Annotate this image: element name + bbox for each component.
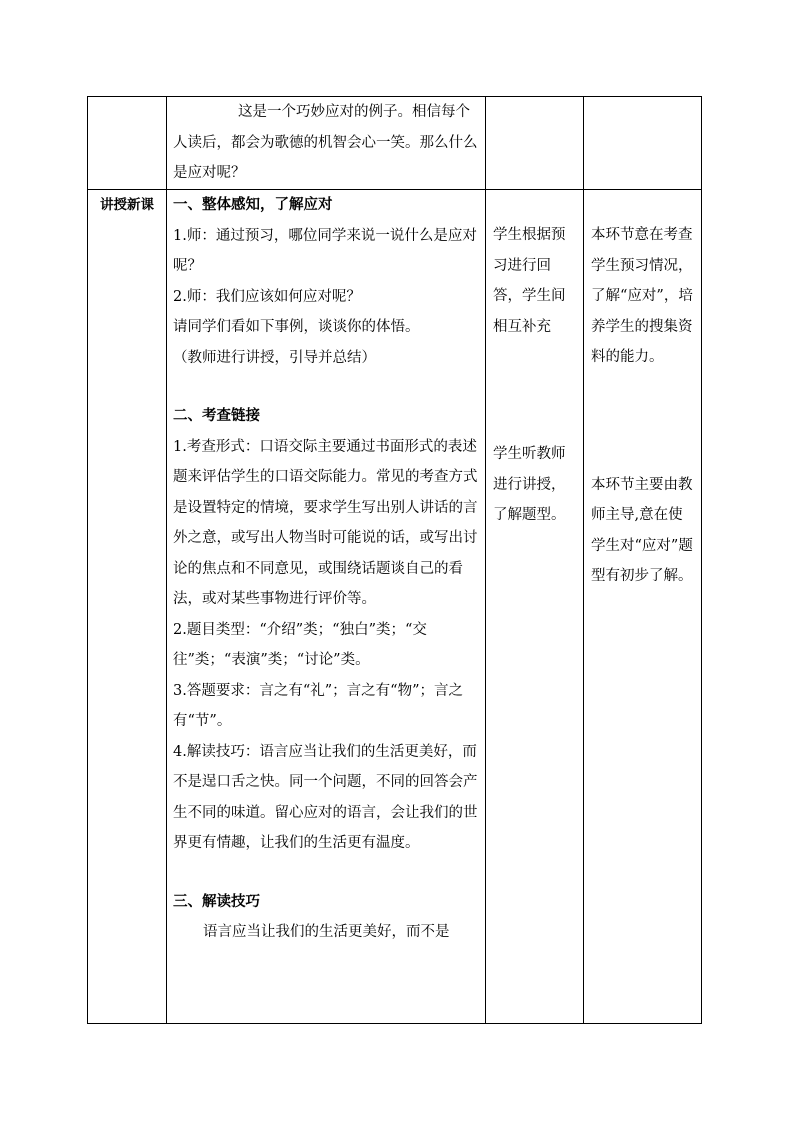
paragraph: 2.题目类型：“介绍”类；“独白”类；“交往”类；“表演”类；“讨论”类。 (173, 621, 427, 668)
paragraph: （教师进行讲授，引导并总结） (173, 349, 376, 366)
paragraph: 4.解读技巧：语言应当让我们的生活更美好，而不是逞口舌之快。同一个问题，不同的回答会产生不同的味道。留心应对的语言，会让我们的世界更有情趣，让我们的生活更有温度。 (173, 743, 478, 851)
paragraph: 1.师：通过预习，哪位同学来说一说什么是应对呢？ (173, 227, 477, 274)
design-intent-cell (584, 97, 702, 190)
section-heading: 二、考查链接 (173, 408, 260, 424)
table-row (88, 97, 702, 190)
student-activity-cell (486, 97, 584, 190)
content-cell (167, 97, 486, 190)
paragraph: 2.师：我们应该如何应对呢？ (173, 288, 361, 305)
design-intent-cell (584, 190, 702, 1024)
paragraph: 本环节主要由教师主导,意在使学生对“应对”题型有初步了解。 (591, 476, 693, 584)
stage-cell-empty (88, 97, 167, 190)
student-activity-cell (486, 190, 584, 1024)
section-heading: 三、解读技巧 (173, 893, 260, 910)
stage-label: 讲授新课 (88, 190, 167, 1024)
section-heading: 一、整体感知，了解应对 (173, 197, 333, 213)
paragraph: 语言应当让我们的生活更美好，而不是 (203, 924, 450, 940)
paragraph: 本环节意在考查学生预习情况，了解“应对”，培养学生的搜集资料的能力。 (591, 227, 693, 365)
table-row (88, 190, 702, 1024)
content-cell (167, 190, 486, 1024)
paragraph: 3.答题要求：言之有“礼”；言之有“物”；言之有“节”。 (173, 682, 463, 729)
paragraph: 1.考查形式：口语交际主要通过书面形式的表述题来评估学生的口语交际能力。常见的考查方式是设置特定的情境，要求学生写出别人讲话的言外之意，或写出人物当时可能说的话，或写出讨论的焦点和不同意见，或围绕话题谈自己的看法，或对某些事物进行评价等。 (173, 438, 478, 607)
lesson-plan-table (87, 96, 702, 1024)
paragraph: 学生听教师进行讲授，了解题型。 (493, 446, 566, 523)
paragraph: 请同学们看如下事例，谈谈你的体悟。 (173, 319, 420, 335)
paragraph: 这是一个巧妙应对的例子。相信每个人读后，都会为歌德的机智会心一笑。那么什么是应对呢？ (173, 104, 478, 181)
paragraph: 学生根据预习进行回答，学生间相互补充 (493, 227, 566, 335)
